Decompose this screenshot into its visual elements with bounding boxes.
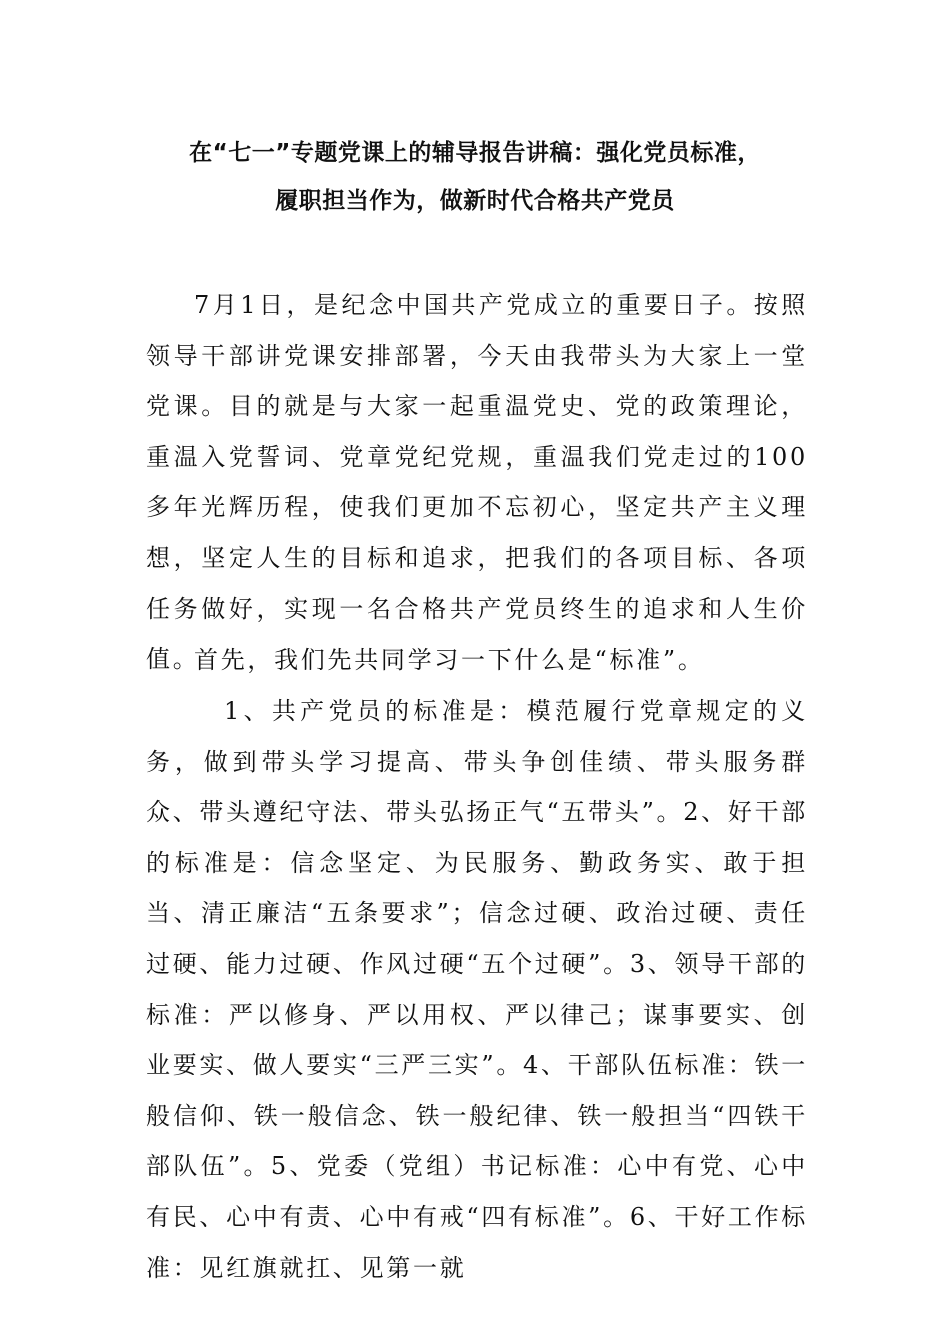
paragraph-intro: 7月1日，是纪念中国共产党成立的重要日子。按照领导干部讲党课安排部署，今天由我带头为大家上一堂党课。目的就是与大家一起重温党史、党的政策理论，重温入党誓词、党章党纪党规，重温我们党走过的100多年光辉历程，使我们更加不忘初心，坚定共产主义理想，坚定人生的目标和追求，把我们的各项目标、各项任务做好，实现一名合格共产党员终生的追求和人生价值。 — [146, 291, 808, 674]
document-title-line-2: 履职担当作为，做新时代合格共产党员 — [275, 188, 675, 214]
paragraph-standards-list: 1、共产党员的标准是：模范履行党章规定的义务，做到带头学习提高、带头争创佳绩、带头服务群众、带头遵纪守法、带头弘扬正气“五带头”。2、好干部的标准是：信念坚定、为民服务、勤政务实、敢于担当、清正廉洁“五条要求”；信念过硬、政治过硬、责任过硬、能力过硬、作风过硬“五个过硬”。3、领导干部的标准：严以修身、严以用权、严以律己；谋事要实、创业要实、做人要实“三严三实”。4、干部队伍标准：铁一般信仰、铁一般信念、铁一般纪律、铁一般担当“四铁干部队伍”。5、党委（党组）书记标准：心中有党、心中有民、心中有责、心中有戒“四有标准”。6、干好工作标准：见红旗就扛、见第一就 — [146, 697, 809, 1282]
document-title-line-1: 在“七一”专题党课上的辅导报告讲稿：强化党员标准， — [189, 140, 761, 166]
paragraph-standard-heading: 首先，我们先共同学习一下什么是“标准”。 — [194, 646, 705, 674]
